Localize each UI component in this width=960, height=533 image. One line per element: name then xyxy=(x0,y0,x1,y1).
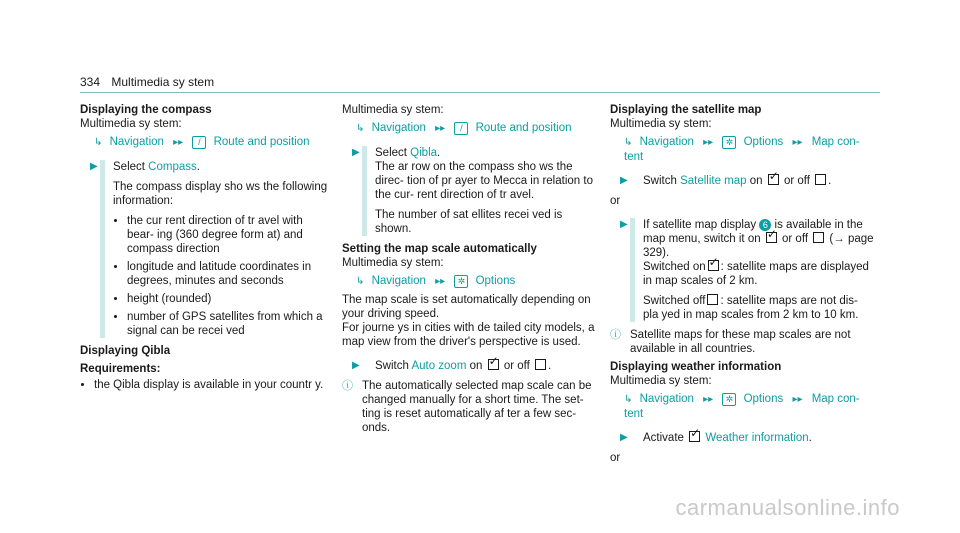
compass-info-list xyxy=(113,214,330,338)
satellite-map-link[interactable]: Satellite map xyxy=(680,175,747,187)
path-options[interactable]: Options xyxy=(743,393,784,405)
on-label: Switched on xyxy=(643,261,706,273)
info-icon: ⓘ xyxy=(610,329,621,341)
step-triangle-icon: ▶ xyxy=(352,360,360,371)
select-label: Select xyxy=(113,161,145,173)
step-body: Switch Satellite map on ✓ or off . xyxy=(630,174,875,188)
checkbox-checked-icon[interactable] xyxy=(689,431,700,442)
options-icon: ✲ xyxy=(722,393,736,406)
activate-label: Activate xyxy=(643,432,684,444)
list-item: • number of GPS satellites from which a signal can be recei ved xyxy=(127,310,330,338)
path-route-position[interactable]: Route and position xyxy=(213,136,310,148)
step-body: Switch Auto zoom on ✓ or off . xyxy=(362,359,600,373)
path-navigation[interactable]: Navigation xyxy=(639,136,694,148)
menu-path-label: Multimedia sy stem: xyxy=(342,104,444,116)
on-label: on xyxy=(469,360,483,372)
step-text: is available in the map menu, switch it on xyxy=(643,219,863,245)
step-triangle-icon: ▶ xyxy=(90,161,98,172)
options-icon: ✲ xyxy=(454,275,468,288)
page-header xyxy=(80,75,214,89)
info-note xyxy=(342,379,600,435)
list-item: • longitude and latitude coordinates in degrees, minutes and seconds xyxy=(127,260,330,288)
checkbox-checked-icon xyxy=(708,260,719,271)
step-triangle-icon: ▶ xyxy=(620,432,628,443)
qibla-description: The ar row on the compass sho ws the direc- tion of pr ayer to Mecca in relation to the cur- rent direction of tr avel. xyxy=(375,161,593,201)
menu-path xyxy=(624,135,875,164)
auto-zoom-link[interactable]: Auto zoom xyxy=(411,360,467,372)
step-select-qibla xyxy=(342,146,600,236)
path-options[interactable]: Options xyxy=(743,136,784,148)
column-1 xyxy=(80,103,330,398)
double-chevron-icon: ▸▸ xyxy=(792,137,803,148)
menu-path xyxy=(624,392,875,421)
menu-path xyxy=(356,274,600,289)
satellites-text: The number of sat ellites recei ved is shown. xyxy=(375,209,563,235)
checkbox-checked-icon[interactable] xyxy=(488,359,499,370)
column-2 xyxy=(342,103,600,435)
or-text: or xyxy=(610,195,621,207)
route-icon: / xyxy=(454,122,468,135)
page-number: 334 xyxy=(80,75,101,89)
qibla-link[interactable]: Qibla xyxy=(410,147,438,159)
path-navigation[interactable]: Navigation xyxy=(371,122,426,134)
off-label: or off xyxy=(783,175,810,187)
step-satellite-switch xyxy=(610,174,875,188)
checkbox-empty-icon xyxy=(707,294,718,305)
heading-satellite-map: Displaying the satellite map xyxy=(610,104,762,116)
switch-label: Switch xyxy=(375,360,409,372)
path-navigation[interactable]: Navigation xyxy=(639,393,694,405)
step-body: Activate ✓ Weather information. xyxy=(630,431,875,445)
return-arrow-icon: ↳ xyxy=(94,137,103,148)
step-body xyxy=(630,218,875,322)
path-navigation[interactable]: Navigation xyxy=(109,136,164,148)
column-3 xyxy=(610,103,875,465)
route-icon: / xyxy=(192,136,206,149)
return-arrow-icon: ↳ xyxy=(356,123,365,134)
return-arrow-icon: ↳ xyxy=(624,394,633,405)
off-label: or off xyxy=(782,233,809,245)
off-label: Switched off xyxy=(643,295,706,307)
compass-link[interactable]: Compass xyxy=(148,161,197,173)
step-triangle-icon: ▶ xyxy=(620,175,628,186)
requirements-list xyxy=(80,378,330,392)
step-satellite-display xyxy=(610,218,875,322)
path-navigation[interactable]: Navigation xyxy=(371,275,426,287)
checkbox-empty-icon[interactable] xyxy=(535,359,546,370)
menu-path xyxy=(356,121,600,136)
step-triangle-icon: ▶ xyxy=(352,147,360,158)
list-item: • height (rounded) xyxy=(127,292,330,306)
step-text: If satellite map display xyxy=(643,219,757,231)
heading-compass: Displaying the compass xyxy=(80,104,212,116)
number-badge-icon: 6 xyxy=(759,219,771,231)
return-arrow-icon: ↳ xyxy=(624,137,633,148)
step-body: Select Compass. The compass display sho ws the following information: • the cur rent direction of tr avel with bear- ing (360 degree form at) and compass direction • longitude and latitude coordinates in degrees, minutes and seconds • height (rounded) • number of GPS satellites from which a signal can be recei ved xyxy=(100,160,330,338)
info-icon: ⓘ xyxy=(342,380,353,392)
step-auto-zoom xyxy=(342,359,600,373)
page-header-title: Multimedia sy stem xyxy=(111,75,215,89)
double-chevron-icon: ▸▸ xyxy=(173,137,184,148)
or-text: or xyxy=(610,452,621,464)
page-reference[interactable]: (→ page 329). xyxy=(643,233,874,259)
info-note xyxy=(610,328,875,356)
path-route-position[interactable]: Route and position xyxy=(475,122,572,134)
path-map-content[interactable]: Map con- tent xyxy=(624,393,860,420)
step-body: Select Qibla. The ar row on the compass sho ws the direc- tion of pr ayer to Mecca in relation to the cur- rent direction of tr avel. The number of sat ellites recei ved is shown. xyxy=(362,146,600,236)
step-select-compass xyxy=(80,160,330,338)
info-text: The automatically selected map scale can be changed manually for a short time. The set- ting is reset automatically af ter a few sec- onds. xyxy=(362,380,592,434)
on-description: : satellite maps are displayed in map scales of 2 km. xyxy=(643,261,869,287)
step-weather xyxy=(610,431,875,445)
path-options[interactable]: Options xyxy=(475,275,516,287)
return-arrow-icon: ↳ xyxy=(356,276,365,287)
map-scale-text: The map scale is set automatically depending on your driving speed. xyxy=(342,294,591,320)
weather-information-link[interactable]: Weather information xyxy=(705,432,809,444)
menu-path-label: Multimedia sy stem: xyxy=(80,118,182,130)
double-chevron-icon: ▸▸ xyxy=(435,123,446,134)
select-label: Select xyxy=(375,147,407,159)
menu-path-label: Multimedia sy stem: xyxy=(610,375,712,387)
on-label: on xyxy=(749,175,763,187)
checkbox-checked-icon[interactable] xyxy=(768,174,779,185)
journeys-text: For journe ys in cities with de tailed city models, a map view from the driver's perspective is used. xyxy=(342,322,595,348)
double-chevron-icon: ▸▸ xyxy=(703,137,714,148)
path-map-content[interactable]: Map con- tent xyxy=(624,136,860,163)
checkbox-checked-icon[interactable] xyxy=(766,232,777,243)
compass-description: The compass display sho ws the following information: xyxy=(113,181,328,207)
list-item: • the cur rent direction of tr avel with bear- ing (360 degree form at) and compass direction xyxy=(127,214,330,256)
heading-weather: Displaying weather information xyxy=(610,361,782,373)
options-icon: ✲ xyxy=(722,136,736,149)
list-item: • the Qibla display is available in your countr y. xyxy=(94,378,330,392)
menu-path-label: Multimedia sy stem: xyxy=(610,118,712,130)
off-description: : satellite maps are not dis- pla yed in map scales from 2 km to 10 km. xyxy=(643,295,859,321)
checkbox-empty-icon[interactable] xyxy=(815,174,826,185)
heading-qibla: Displaying Qibla xyxy=(80,345,171,357)
double-chevron-icon: ▸▸ xyxy=(435,276,446,287)
header-divider xyxy=(80,92,880,93)
checkbox-empty-icon[interactable] xyxy=(813,232,824,243)
menu-path-label: Multimedia sy stem: xyxy=(342,257,444,269)
menu-path xyxy=(94,135,330,150)
double-chevron-icon: ▸▸ xyxy=(792,394,803,405)
requirements-heading: Requirements: xyxy=(80,363,161,375)
info-text: Satellite maps for these map scales are not available in all countries. xyxy=(630,329,851,355)
switch-label: Switch xyxy=(643,175,677,187)
double-chevron-icon: ▸▸ xyxy=(703,394,714,405)
watermark: carmanualsonline.info xyxy=(675,495,900,520)
off-label: or off xyxy=(503,360,530,372)
heading-map-scale: Setting the map scale automatically xyxy=(342,243,537,255)
step-triangle-icon: ▶ xyxy=(620,219,628,230)
